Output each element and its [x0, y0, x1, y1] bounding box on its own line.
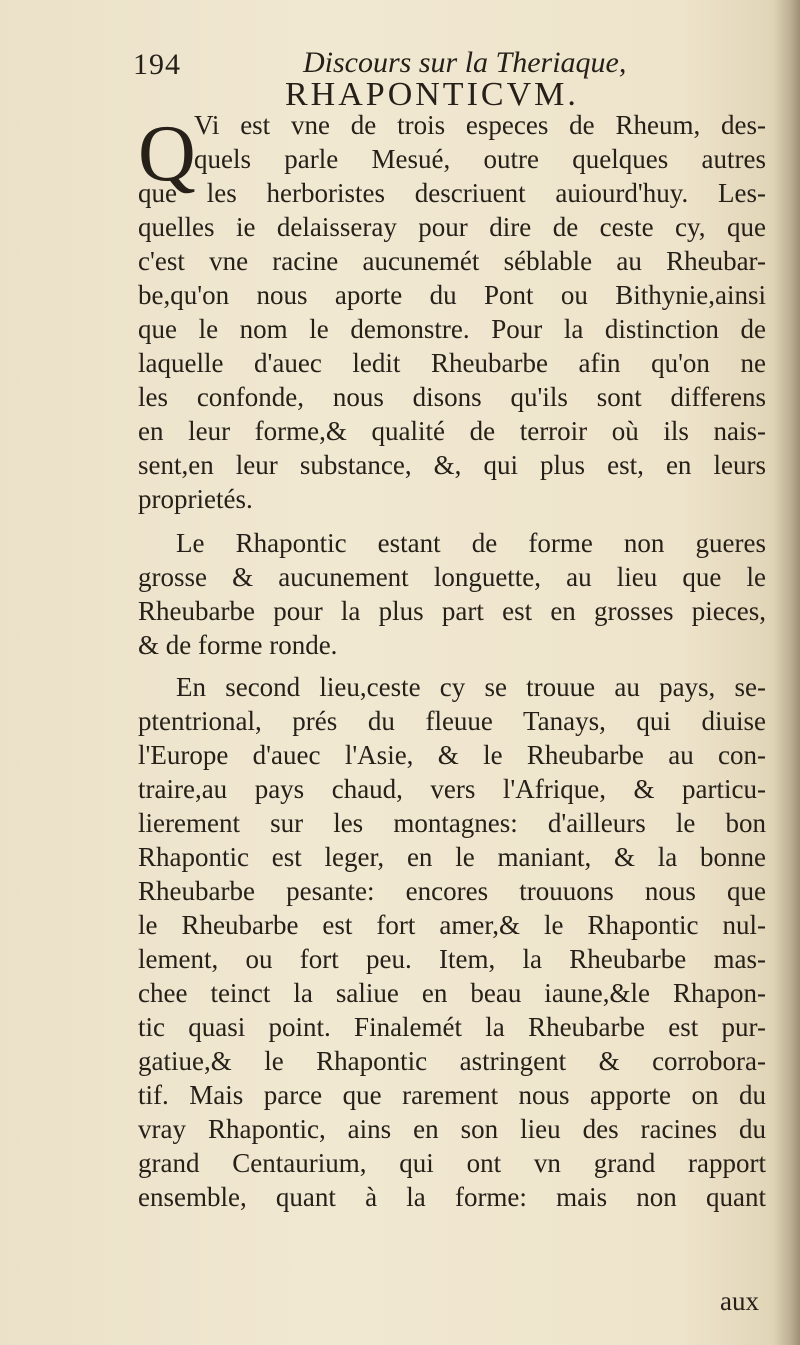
text-line: Vi est vne de trois especes de Rheum, des- — [194, 110, 766, 140]
text-line: be,qu'on nous aporte du Pont ou Bithynie,ainsi — [138, 280, 766, 310]
drop-capital: Q — [138, 110, 196, 198]
text-line: ptentrional, prés du fleuue Tanays, qui diuise — [138, 706, 766, 736]
text-line: grand Centaurium, qui ont vn grand rapport — [138, 1148, 766, 1178]
text-line: laquelle d'auec ledit Rheubarbe afin qu'on ne — [138, 348, 766, 378]
text-line: les confonde, nous disons qu'ils sont differens — [138, 382, 766, 412]
text-line: vray Rhapontic, ains en son lieu des racines du — [138, 1114, 766, 1144]
text-line: traire,au pays chaud, vers l'Afrique, & particu- — [138, 774, 766, 804]
text-line: tic quasi point. Finalemét la Rheubarbe est pur- — [138, 1012, 766, 1042]
text-line: chee teinct la saliue en beau iaune,&le Rhapon- — [138, 978, 766, 1008]
text-line: En second lieu,ceste cy se trouue au pays, se- — [176, 672, 766, 702]
running-title: Discours sur la Theriaque, — [303, 46, 627, 79]
catchword: aux — [720, 1286, 759, 1316]
text-line: ensemble, quant à la forme: mais non quant — [138, 1182, 766, 1212]
text-line: lierement sur les montagnes: d'ailleurs le bon — [138, 808, 766, 838]
text-line: c'est vne racine aucunemét séblable au Rheubar- — [138, 246, 766, 276]
text-line: l'Europe d'auec l'Asie, & le Rheubarbe au con- — [138, 740, 766, 770]
text-line: & de forme ronde. — [138, 630, 338, 660]
text-line: Rhapontic est leger, en le maniant, & la bonne — [138, 842, 766, 872]
text-line: quels parle Mesué, outre quelques autres — [194, 144, 766, 174]
text-line: proprietés. — [138, 484, 253, 514]
text-line: tif. Mais parce que rarement nous apporte on du — [138, 1080, 766, 1110]
page-gutter-shadow — [774, 0, 800, 1345]
text-line: grosse & aucunement longuette, au lieu que le — [138, 562, 766, 592]
text-line: que les herboristes descriuent auiourd'huy. Les- — [138, 178, 766, 208]
text-line: en leur forme,& qualité de terroir où ils nais- — [138, 416, 766, 446]
text-line: Le Rhapontic estant de forme non gueres — [176, 528, 766, 558]
text-line: le Rheubarbe est fort amer,& le Rhapontic nul- — [138, 910, 766, 940]
page-number: 194 — [133, 48, 181, 81]
text-line: sent,en leur substance, &, qui plus est, en leurs — [138, 450, 766, 480]
text-line: Rheubarbe pesante: encores trouuons nous que — [138, 876, 766, 906]
text-line: quelles ie delaisseray pour dire de ceste cy, que — [138, 212, 766, 242]
text-line: Rheubarbe pour la plus part est en grosses pieces, — [138, 596, 766, 626]
section-title: RHAPONTICVM. — [285, 76, 579, 113]
text-line: lement, ou fort peu. Item, la Rheubarbe mas- — [138, 944, 766, 974]
text-line: gatiue,& le Rhapontic astringent & corrobora- — [138, 1046, 766, 1076]
text-line: que le nom le demonstre. Pour la distinction de — [138, 314, 766, 344]
